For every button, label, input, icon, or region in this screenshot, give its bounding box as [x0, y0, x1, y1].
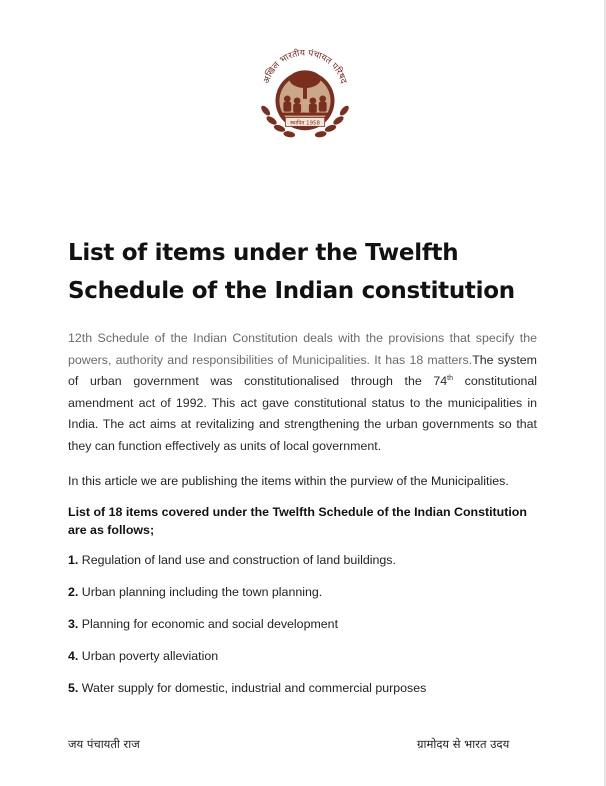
list-item-number: 4. [68, 649, 79, 663]
intro-paragraph-superscript: th [447, 374, 454, 382]
list-item-number: 2. [68, 585, 79, 599]
emblem-arc-text: अखिल भारतीय पंचायत परिषद [261, 48, 349, 85]
list-item-text: Urban poverty alleviation [78, 649, 219, 663]
list-item-text: Regulation of land use and construction of land buildings. [78, 553, 396, 567]
intro-paragraph-part2b: constitutional amendment act of 1992. This act gave constitutional status to the municipalities in India. The act aims at revitalizing and strengthening the urban governments so that they can function effectively as units of local government. [68, 374, 537, 453]
page-title: List of items under the Twelfth Schedule of the Indian constitution [68, 240, 515, 304]
list-item [68, 551, 538, 569]
list-item [68, 583, 538, 601]
list-item-number: 1. [68, 553, 79, 567]
list-item-text: Planning for economic and social development [78, 617, 339, 631]
footer-right-slogan: ग्रामोदय से भारत उदय [417, 737, 510, 751]
list-item-number: 5. [68, 681, 79, 695]
intro-paragraph-part2a: The system of urban government was constitutionalised through the 74 [68, 352, 537, 388]
organization-emblem-icon [246, 30, 364, 148]
list-lead-heading: List of 18 items covered under the Twelfth Schedule of the Indian Constitution are as follows; [68, 505, 527, 537]
article-note: In this article we are publishing the items within the purview of the Municipalities. [68, 474, 509, 488]
list-item [68, 679, 538, 697]
emblem-year-text: स्थापित 1958 [290, 120, 320, 127]
list-item [68, 615, 538, 633]
list-item-text: Water supply for domestic, industrial and commercial purposes [78, 681, 427, 695]
list-item [68, 647, 538, 665]
intro-paragraph-part1: 12th Schedule of the Indian Constitution deals with the provisions that specify the powers, authority and responsibilities of Municipalities. It has 18 matters. [68, 331, 537, 367]
list-item-number: 3. [68, 617, 79, 631]
intro-paragraph [68, 328, 537, 457]
list-item-text: Urban planning including the town planning. [78, 585, 323, 599]
footer-left-slogan: जय पंचायती राज [68, 737, 140, 751]
